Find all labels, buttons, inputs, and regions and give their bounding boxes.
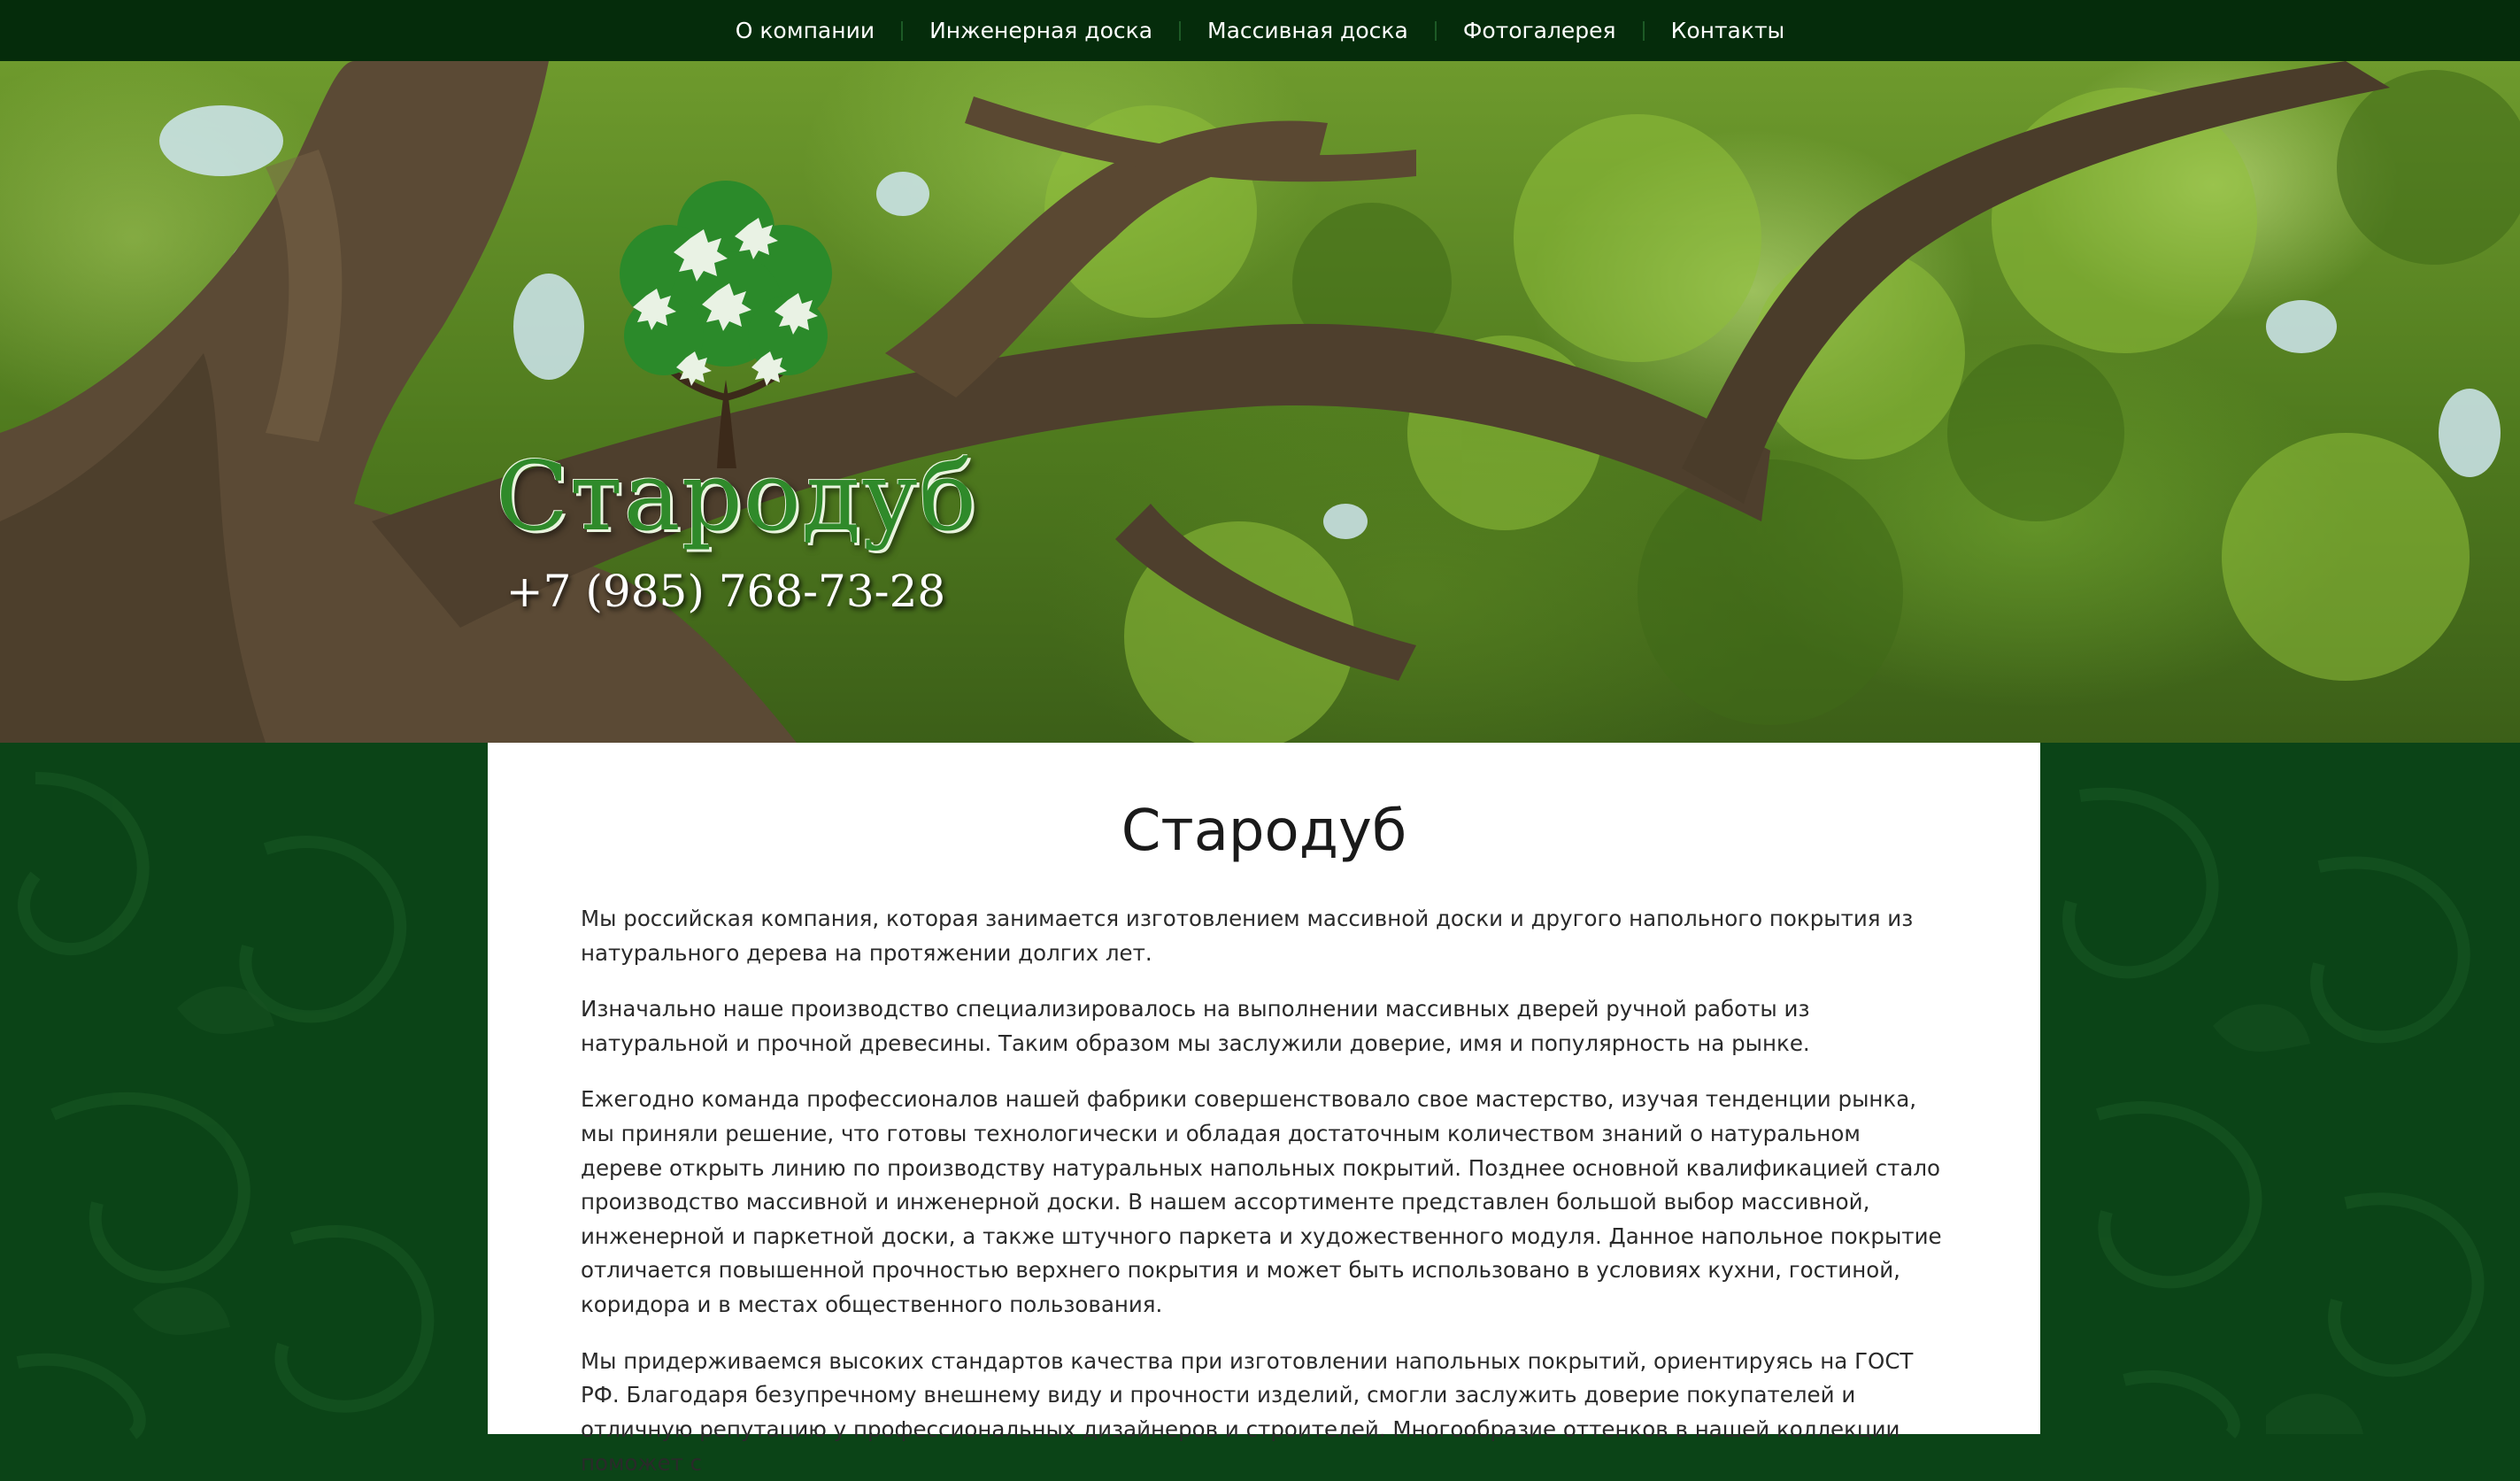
- top-navigation: [0, 0, 2520, 61]
- nav-item-contacts: [1616, 18, 1785, 43]
- company-logo[interactable]: [496, 176, 977, 636]
- nav-item-engineered-board: [875, 18, 1152, 43]
- paragraph-4: Мы придерживаемся высоких стандартов качества при изготовлении напольных покрытий, ориентируясь на ГОСТ РФ. Благодаря безупречному внешнему виду и прочности изделий, смогли заслужить доверие покупателей и отличную репутацию у профессиональных дизайнеров и строителей. Многообразие оттенков в нашей коллекции поможет с: [581, 1347, 1914, 1477]
- oak-tree-background-image: [0, 61, 2520, 743]
- nav-menu: [736, 18, 1785, 43]
- about-text: [581, 902, 1947, 1481]
- hero-banner: [0, 61, 2520, 743]
- main-content: [488, 743, 2040, 1477]
- paragraph-2: Изначально наше производство специализировалось на выполнении массивных дверей ручной работы из натуральной и прочной древесины. Таким образом мы заслужили доверие, имя и популярность на рынке.: [581, 996, 1810, 1056]
- nav-link-contacts[interactable]: Контакты: [1670, 18, 1785, 43]
- nav-item-gallery: [1408, 18, 1616, 43]
- paragraph-3: Ежегодно команда профессионалов нашей фабрики совершенствовало свое мастерство, изучая тенденции рынка, мы приняли решение, что готовы технологически и обладая достаточным количеством знаний о натуральном дереве открыть линию по производству натуральных напольных покрытий. Позднее основной квалификацией стало производство массивной и инженерной доски. В нашем ассортименте представлен большой выбор массивной, инженерной и паркетной доски, а также штучного паркета и художественного модуля. Данное напольное покрытие отличается повышенной прочностью верхнего покрытия и может быть использовано в условиях кухни, гостиной, коридора и в местах общественного пользования.: [581, 1086, 1942, 1317]
- logo-wordmark: Стародуб: [496, 442, 977, 552]
- nav-link-solid-board[interactable]: Массивная доска: [1207, 18, 1408, 43]
- paragraph-1: Мы российская компания, которая занимается изготовлением массивной доски и другого напольного покрытия из натурального дерева на протяжении долгих лет.: [581, 906, 1914, 966]
- page-title: Стародуб: [1121, 798, 1407, 864]
- nav-link-engineered-board[interactable]: Инженерная доска: [929, 18, 1153, 43]
- oak-tree-logo-icon: [584, 176, 867, 468]
- nav-link-about[interactable]: О компании: [735, 18, 875, 43]
- nav-link-gallery[interactable]: Фотогалерея: [1462, 18, 1616, 43]
- phone-number[interactable]: +7 (985) 768-73-28: [505, 566, 946, 617]
- nav-item-solid-board: [1152, 18, 1408, 43]
- nav-item-about: [736, 18, 875, 43]
